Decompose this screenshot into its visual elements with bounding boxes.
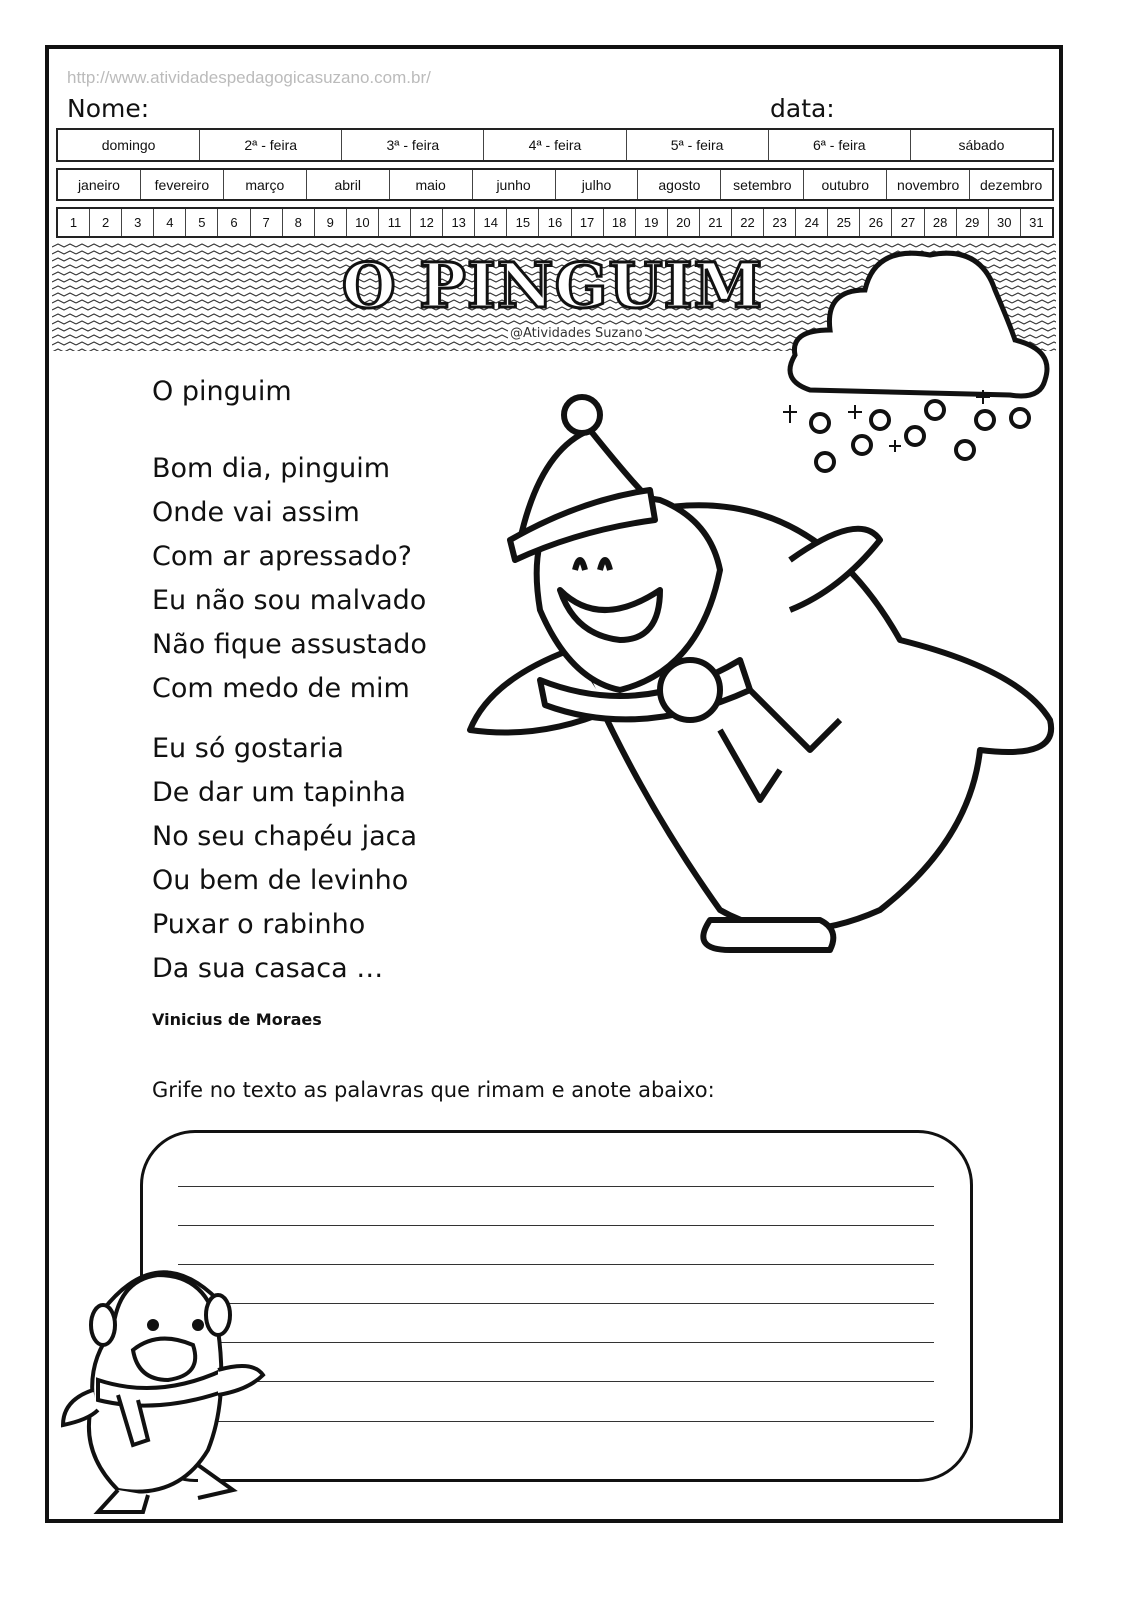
small-penguin-illustration [58,1250,268,1520]
day-number-cell[interactable]: 19 [636,209,668,236]
instruction-text: Grife no texto as palavras que rimam e anote abaixo: [152,1078,715,1102]
poem-line: Eu só gostaria [152,733,344,764]
poem-line: Onde vai assim [152,497,360,528]
writing-line[interactable] [178,1342,934,1343]
weekday-cell[interactable]: 6ª - feira [769,130,911,160]
poem-line: No seu chapéu jaca [152,821,418,852]
source-url: http://www.atividadespedagogicasuzano.com.br/ [67,68,431,87]
day-number-cell[interactable]: 14 [475,209,507,236]
weekday-cell[interactable]: 2ª - feira [200,130,342,160]
worksheet-title: O PINGUIM [341,249,764,322]
day-number-cell[interactable]: 4 [154,209,186,236]
poem-line: Eu não sou malvado [152,585,427,616]
weekday-cell[interactable]: 5ª - feira [627,130,769,160]
month-cell[interactable]: fevereiro [141,170,224,199]
writing-line[interactable] [178,1421,934,1422]
day-number-cell[interactable]: 30 [989,209,1021,236]
day-number-cell[interactable]: 23 [764,209,796,236]
day-number-cell[interactable]: 28 [925,209,957,236]
poem-line: De dar um tapinha [152,777,406,808]
poem-line: Com medo de mim [152,673,410,704]
day-number-cell[interactable]: 25 [828,209,860,236]
poem-line: Puxar o rabinho [152,909,366,940]
month-cell[interactable]: maio [390,170,473,199]
month-cell[interactable]: junho [473,170,556,199]
month-cell[interactable]: outubro [804,170,887,199]
writing-line[interactable] [178,1225,934,1226]
day-number-cell[interactable]: 20 [668,209,700,236]
day-number-cell[interactable]: 8 [283,209,315,236]
day-number-cell[interactable]: 27 [892,209,924,236]
month-cell[interactable]: abril [307,170,390,199]
weekday-cell[interactable]: domingo [58,130,200,160]
writing-line[interactable] [178,1186,934,1187]
poem-line: Não fique assustado [152,629,427,660]
day-number-cell[interactable]: 17 [572,209,604,236]
name-label: Nome: [67,94,150,123]
day-number-cell[interactable]: 3 [122,209,154,236]
penguin-illustration [460,390,1060,965]
day-number-cell[interactable]: 12 [411,209,443,236]
weekday-cell[interactable]: 4ª - feira [484,130,626,160]
day-number-cell[interactable]: 10 [347,209,379,236]
day-number-cell[interactable]: 13 [443,209,475,236]
day-number-row [56,207,1054,238]
day-number-cell[interactable]: 31 [1029,215,1044,230]
writing-line[interactable] [178,1381,934,1382]
day-number-cell[interactable]: 15 [507,209,539,236]
day-number-cell[interactable]: 1 [58,209,90,236]
weekday-row [56,128,1054,162]
day-number-cell[interactable]: 26 [860,209,892,236]
month-row [56,168,1054,201]
day-number-cell[interactable]: 22 [732,209,764,236]
day-number-cell[interactable]: 24 [796,209,828,236]
poem-heading: O pinguim [152,376,292,407]
poem-line: Bom dia, pinguim [152,453,391,484]
month-cell[interactable]: janeiro [58,170,141,199]
writing-line[interactable] [178,1303,934,1304]
day-number-cell[interactable]: 11 [379,209,411,236]
poem-line: Com ar apressado? [152,541,412,572]
day-number-cell[interactable]: 18 [604,209,636,236]
day-number-cell[interactable]: 7 [251,209,283,236]
month-cell[interactable]: julho [556,170,639,199]
day-number-cell[interactable]: 21 [700,209,732,236]
credit-text: @Atividades Suzano [510,326,643,341]
month-cell[interactable]: novembro [887,170,970,199]
weekday-cell[interactable]: sábado [958,137,1005,153]
day-number-cell[interactable]: 5 [186,209,218,236]
month-cell[interactable]: agosto [638,170,721,199]
writing-line[interactable] [178,1264,934,1265]
poem-line: Ou bem de levinho [152,865,409,896]
day-number-cell[interactable]: 2 [90,209,122,236]
day-number-cell[interactable]: 29 [957,209,989,236]
month-cell[interactable]: setembro [721,170,804,199]
poem-line: Da sua casaca … [152,953,384,984]
weekday-cell[interactable]: 3ª - feira [342,130,484,160]
day-number-cell[interactable]: 16 [539,209,571,236]
month-cell[interactable]: dezembro [979,176,1043,193]
day-number-cell[interactable]: 9 [315,209,347,236]
date-label: data: [770,94,835,123]
poem-author: Vinicius de Moraes [152,1010,322,1029]
month-cell[interactable]: março [224,170,307,199]
day-number-cell[interactable]: 6 [218,209,250,236]
